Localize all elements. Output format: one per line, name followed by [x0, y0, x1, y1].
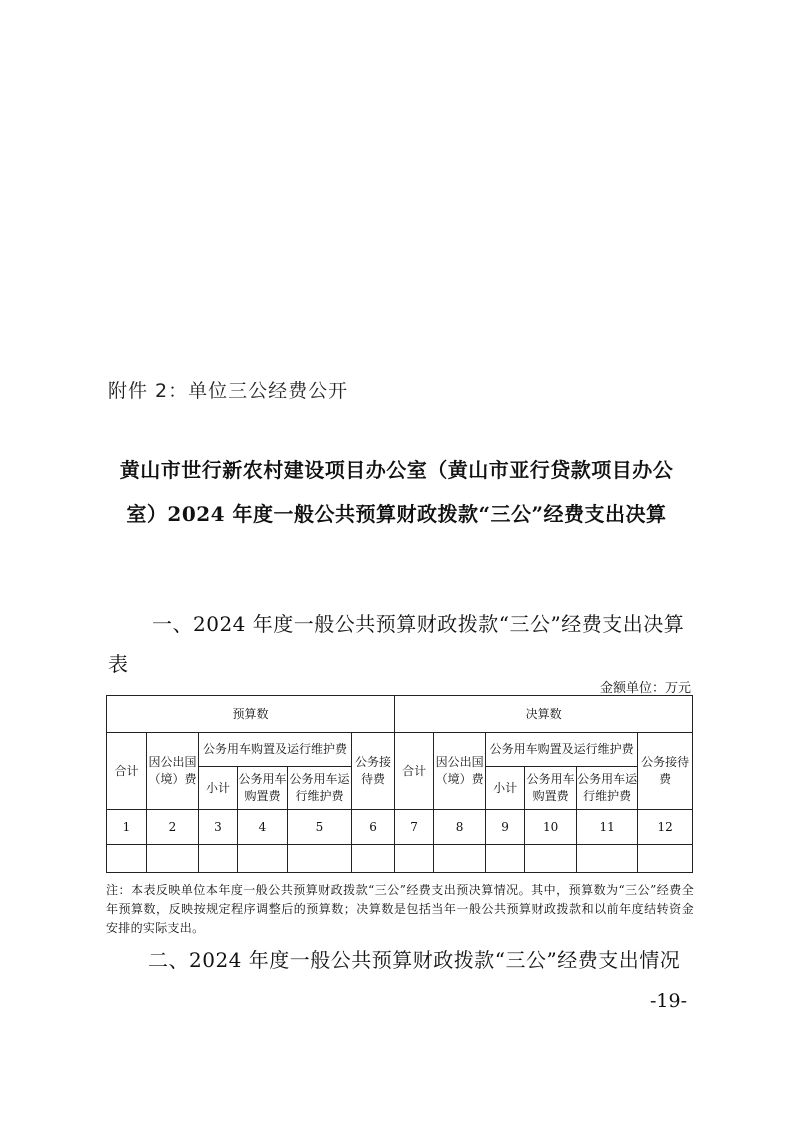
budget-subtotal-header: 小计 [199, 767, 238, 810]
document-title [100, 448, 693, 536]
budget-abroad-header: 因公出国（境）费 [147, 733, 199, 810]
final-vehicle-group-header: 公务用车购置及运行维护费 [486, 733, 638, 767]
column-number: 8 [434, 810, 486, 845]
final-reception-header: 公务接待费 [638, 733, 693, 810]
data-cell [395, 845, 434, 873]
data-cell [288, 845, 352, 873]
column-number-row [107, 810, 693, 845]
table-row [107, 733, 693, 767]
data-cell [638, 845, 693, 873]
final-abroad-header: 因公出国（境）费 [434, 733, 486, 810]
column-number: 1 [107, 810, 147, 845]
column-number: 2 [147, 810, 199, 845]
column-number: 10 [525, 810, 577, 845]
column-number: 4 [238, 810, 288, 845]
page-number: -19- [650, 990, 688, 1012]
budget-header: 预算数 [107, 696, 395, 733]
title-line-2: 室）2024 年度一般公共预算财政拨款“三公”经费支出决算 [126, 502, 667, 526]
data-cell [238, 845, 288, 873]
final-header: 决算数 [395, 696, 693, 733]
final-total-header: 合计 [395, 733, 434, 810]
data-cell [147, 845, 199, 873]
column-number: 6 [352, 810, 395, 845]
data-cell [486, 845, 525, 873]
budget-vehicle-operation-header: 公务用车运行维护费 [288, 767, 352, 810]
three-public-expenses-table [106, 695, 693, 873]
budget-vehicle-purchase-header: 公务用车购置费 [238, 767, 288, 810]
final-vehicle-operation-header: 公务用车运行维护费 [577, 767, 638, 810]
column-number: 9 [486, 810, 525, 845]
data-cell [352, 845, 395, 873]
table-note: 注：本表反映单位本年度一般公共预算财政拨款“三公”经费支出预决算情况。其中，预算数为“三公”经费全年预算数，反映按规定程序调整后的预算数；决算数是包括当年一般公共预算财政拨款和以前年度结转资金安排的实际支出。 [106, 883, 694, 935]
data-cell [525, 845, 577, 873]
final-vehicle-purchase-header: 公务用车购置费 [525, 767, 577, 810]
column-number: 7 [395, 810, 434, 845]
column-number: 3 [199, 810, 238, 845]
title-line-1: 黄山市世行新农村建设项目办公室（黄山市亚行贷款项目办公 [119, 458, 674, 482]
empty-data-row [107, 845, 693, 873]
column-number: 11 [577, 810, 638, 845]
budget-vehicle-group-header: 公务用车购置及运行维护费 [199, 733, 352, 767]
attachment-label: 附件 2：单位三公经费公开 [108, 380, 349, 402]
section-2-heading: 二、2024 年度一般公共预算财政拨款“三公”经费支出情况 [148, 948, 681, 972]
data-cell [199, 845, 238, 873]
final-subtotal-header: 小计 [486, 767, 525, 810]
table-row [107, 696, 693, 733]
data-cell [577, 845, 638, 873]
budget-total-header: 合计 [107, 733, 147, 810]
column-number: 12 [638, 810, 693, 845]
column-number: 5 [288, 810, 352, 845]
budget-reception-header: 公务接待费 [352, 733, 395, 810]
unit-label: 金额单位：万元 [599, 681, 691, 696]
data-cell [434, 845, 486, 873]
section-1-heading: 一、2024 年度一般公共预算财政拨款“三公”经费支出决算表 [108, 612, 685, 676]
data-cell [107, 845, 147, 873]
